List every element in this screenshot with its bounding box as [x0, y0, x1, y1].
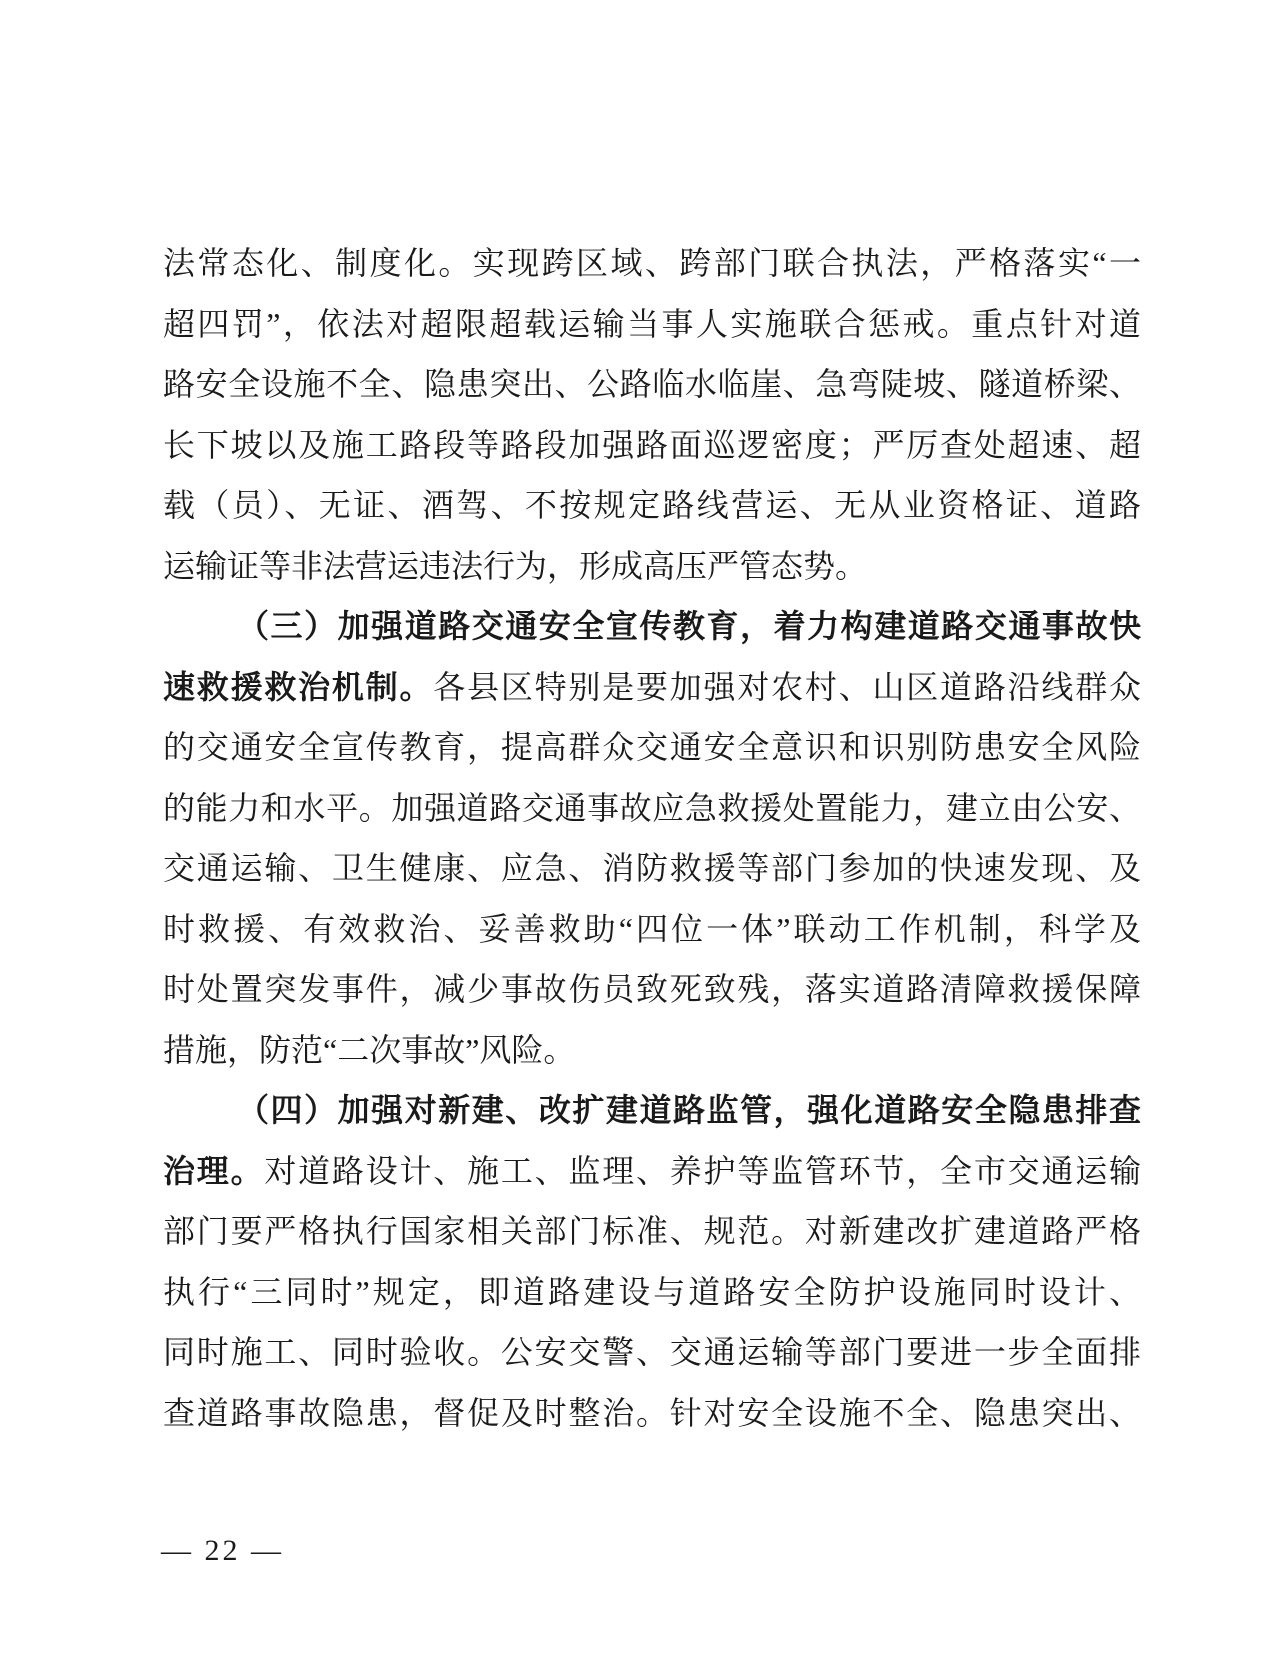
text-segment: 路安全设施不全、隐患突出、公路临水临崖、急弯陡坡、隧道桥梁、 — [163, 366, 1141, 402]
text-segment: 载（员）、无证、酒驾、不按规定路线营运、无从业资格证、道路 — [163, 487, 1141, 523]
text-line — [163, 596, 1141, 657]
paragraph-enforcement-continuation — [163, 233, 1141, 596]
text-line — [163, 717, 1141, 778]
text-line — [163, 1262, 1141, 1323]
text-line — [163, 1020, 1141, 1081]
text-line — [163, 415, 1141, 476]
text-line — [163, 1201, 1141, 1262]
text-segment: 执行“三同时”规定，即道路建设与道路安全防护设施同时设计、 — [163, 1273, 1141, 1310]
text-line — [163, 233, 1141, 294]
bold-text-segment: （四）加强对新建、改扩建道路监管，强化道路安全隐患排查 — [237, 1092, 1141, 1128]
text-line — [163, 1322, 1141, 1383]
text-segment: 时处置突发事件，减少事故伤员致死致残，落实道路清障救援保障 — [163, 971, 1141, 1007]
paragraph-section-4 — [163, 1080, 1141, 1443]
document-body — [163, 233, 1141, 1443]
text-line — [163, 959, 1141, 1020]
bold-text-segment: （三）加强道路交通安全宣传教育，着力构建道路交通事故快 — [237, 608, 1141, 644]
text-segment: 各县区特别是要加强对农村、山区道路沿线群众 — [433, 668, 1141, 705]
text-line — [163, 1383, 1141, 1444]
bold-text-segment: 治理。 — [163, 1152, 265, 1189]
bold-text-segment: 速救援救治机制。 — [163, 668, 434, 705]
text-segment: 对道路设计、施工、监理、养护等监管环节，全市交通运输 — [264, 1152, 1141, 1189]
text-line — [163, 536, 1141, 597]
text-segment: 的能力和水平。加强道路交通事故应急救援处置能力，建立由公安、 — [163, 789, 1141, 826]
text-segment: 部门要严格执行国家相关部门标准、规范。对新建改扩建道路严格 — [163, 1213, 1141, 1249]
text-segment: 的交通安全宣传教育，提高群众交通安全意识和识别防患安全风险 — [163, 729, 1141, 765]
text-line — [163, 1080, 1141, 1141]
text-segment: 措施，防范“二次事故”风险。 — [163, 1031, 576, 1068]
text-segment: 法常态化、制度化。实现跨区域、跨部门联合执法，严格落实“一 — [163, 245, 1141, 281]
text-segment: 查道路事故隐患，督促及时整治。针对安全设施不全、隐患突出、 — [163, 1394, 1141, 1431]
text-line — [163, 294, 1141, 355]
text-line — [163, 475, 1141, 536]
text-segment: 时救援、有效救治、妥善救助“四位一体”联动工作机制，科学及 — [163, 910, 1141, 947]
text-segment: 超四罚”，依法对超限超载运输当事人实施联合惩戒。重点针对道 — [163, 305, 1141, 342]
text-segment: 长下坡以及施工路段等路段加强路面巡逻密度；严厉查处超速、超 — [163, 426, 1141, 463]
text-line — [163, 1141, 1141, 1202]
text-segment: 同时施工、同时验收。公安交警、交通运输等部门要进一步全面排 — [163, 1334, 1141, 1370]
paragraph-section-3 — [163, 596, 1141, 1080]
text-line — [163, 354, 1141, 415]
text-line — [163, 838, 1141, 899]
page-number: — 22 — — [161, 1534, 284, 1567]
text-segment: 交通运输、卫生健康、应急、消防救援等部门参加的快速发现、及 — [163, 850, 1141, 886]
text-line — [163, 899, 1141, 960]
text-line — [163, 778, 1141, 839]
text-segment: 运输证等非法营运违法行为，形成高压严管态势。 — [163, 547, 868, 584]
text-line — [163, 657, 1141, 718]
